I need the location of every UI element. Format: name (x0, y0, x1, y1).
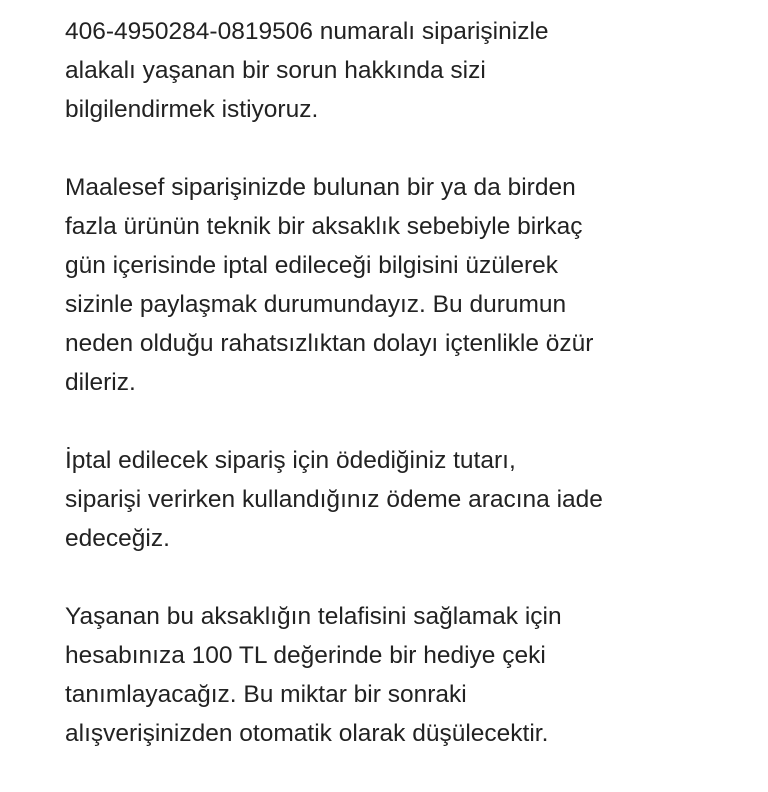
text-line: gün içerisinde iptal edileceği bilgisini üzülerek (65, 252, 559, 279)
text-line: tanımlayacağız. Bu miktar bir sonraki (65, 681, 467, 708)
text-line: Yaşanan bu aksaklığın telafisini sağlamak için (65, 603, 562, 630)
paragraph-gift-voucher (65, 597, 603, 753)
paragraph-refund (65, 441, 603, 558)
text-line: 406-4950284-0819506 numaralı siparişinizle (65, 18, 549, 45)
text-line: Maalesef siparişinizde bulunan bir ya da birden (65, 174, 576, 201)
text-line: edeceğiz. (65, 525, 170, 552)
text-line: hesabınıza 100 TL değerinde bir hediye çeki (65, 642, 546, 669)
text-line: fazla ürünün teknik bir aksaklık sebebiyle birkaç (65, 213, 583, 240)
text-line: İptal edilecek sipariş için ödediğiniz tutarı, (65, 447, 516, 474)
text-line: siparişi verirken kullandığınız ödeme aracına iade (65, 486, 603, 513)
text-line: sizinle paylaşmak durumundayız. Bu durumun (65, 291, 567, 318)
paragraph-cancellation (65, 168, 603, 402)
text-line: neden olduğu rahatsızlıktan dolayı içtenlikle özür (65, 330, 594, 357)
text-line: alakalı yaşanan bir sorun hakkında sizi (65, 57, 486, 84)
email-body (65, 12, 603, 792)
paragraph-order-notice (65, 12, 603, 129)
text-line: dileriz. (65, 369, 136, 396)
text-line: alışverişinizden otomatik olarak düşülecektir. (65, 720, 549, 747)
text-line: bilgilendirmek istiyoruz. (65, 96, 319, 123)
